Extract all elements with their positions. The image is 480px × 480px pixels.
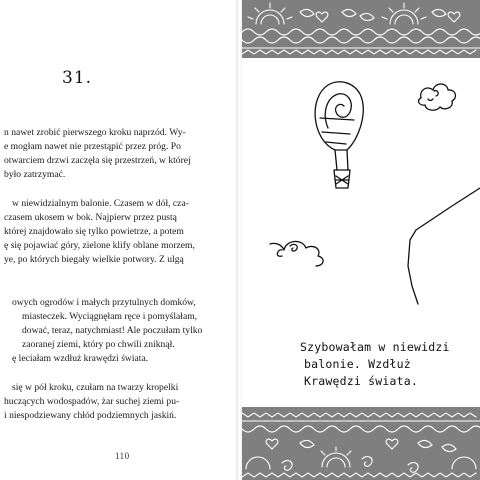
decorative-band-bottom [242, 407, 480, 480]
left-page [0, 0, 238, 480]
text-line: ę leciałam wzdłuż krawędzi świata. [12, 353, 149, 364]
text-line: otwarciem drzwi zaczęła się przestrzeń, w której [4, 155, 191, 166]
handwritten-caption-line: Szybowałam w niewidzi [300, 340, 450, 354]
text-line: czasem ukosem w bok. Najpierw przez pustą [4, 212, 177, 223]
text-line: się w pół kroku, czułam na twarzy kropelki [12, 382, 179, 393]
text-line: w niewidzialnym balonie. Czasem w dół, cza- [12, 198, 189, 209]
text-line: zaoranej ziemi, który po chwili zniknął. [22, 339, 175, 350]
text-line: n nawet zrobić pierwszego kroku naprzód. Wy- [4, 127, 186, 138]
text-line: dować, teraz, natychmiast! Ale poczułam tylko [22, 325, 203, 336]
folk-ornament-icon [242, 0, 480, 58]
folk-ornament-icon [242, 407, 480, 480]
handwritten-caption-line: Krawędzi świata. [304, 374, 418, 388]
balloon-illustration [242, 58, 480, 407]
chapter-number: 31. [62, 68, 93, 88]
text-line: i niespodziewany chłód podziemnych jaskiń. [4, 410, 177, 421]
balloon-basket-icon [334, 170, 350, 188]
text-line: ę się pojawiać góry, zielone klify oblane morzem, [4, 240, 195, 251]
world-edge-icon [408, 188, 480, 304]
handwritten-caption-line: balonie. Wzdłuż [304, 357, 411, 371]
right-page [242, 0, 480, 480]
text-line: huczących wodospadów, żar suchej ziemi pu- [4, 396, 180, 407]
text-line: ye, po których biegały wielkie potwory. Z ulgą [4, 254, 184, 265]
text-line: e mogłam nawet nie przestąpić przez próg. Po [4, 141, 181, 152]
page-number: 110 [115, 451, 130, 461]
cloud-swirl-icon [290, 244, 297, 251]
decorative-band-top [242, 0, 480, 58]
text-line: było zatrzymać. [4, 169, 66, 180]
text-line: owych ogrodów i małych przytulnych domków, [12, 297, 196, 308]
text-line: której znajdowało się tylko powietrze, a potem [4, 226, 184, 237]
text-line: miasteczek. Wyciągnęłam ręce i pomyślałam, [22, 311, 198, 322]
cloud-icon [418, 84, 455, 110]
